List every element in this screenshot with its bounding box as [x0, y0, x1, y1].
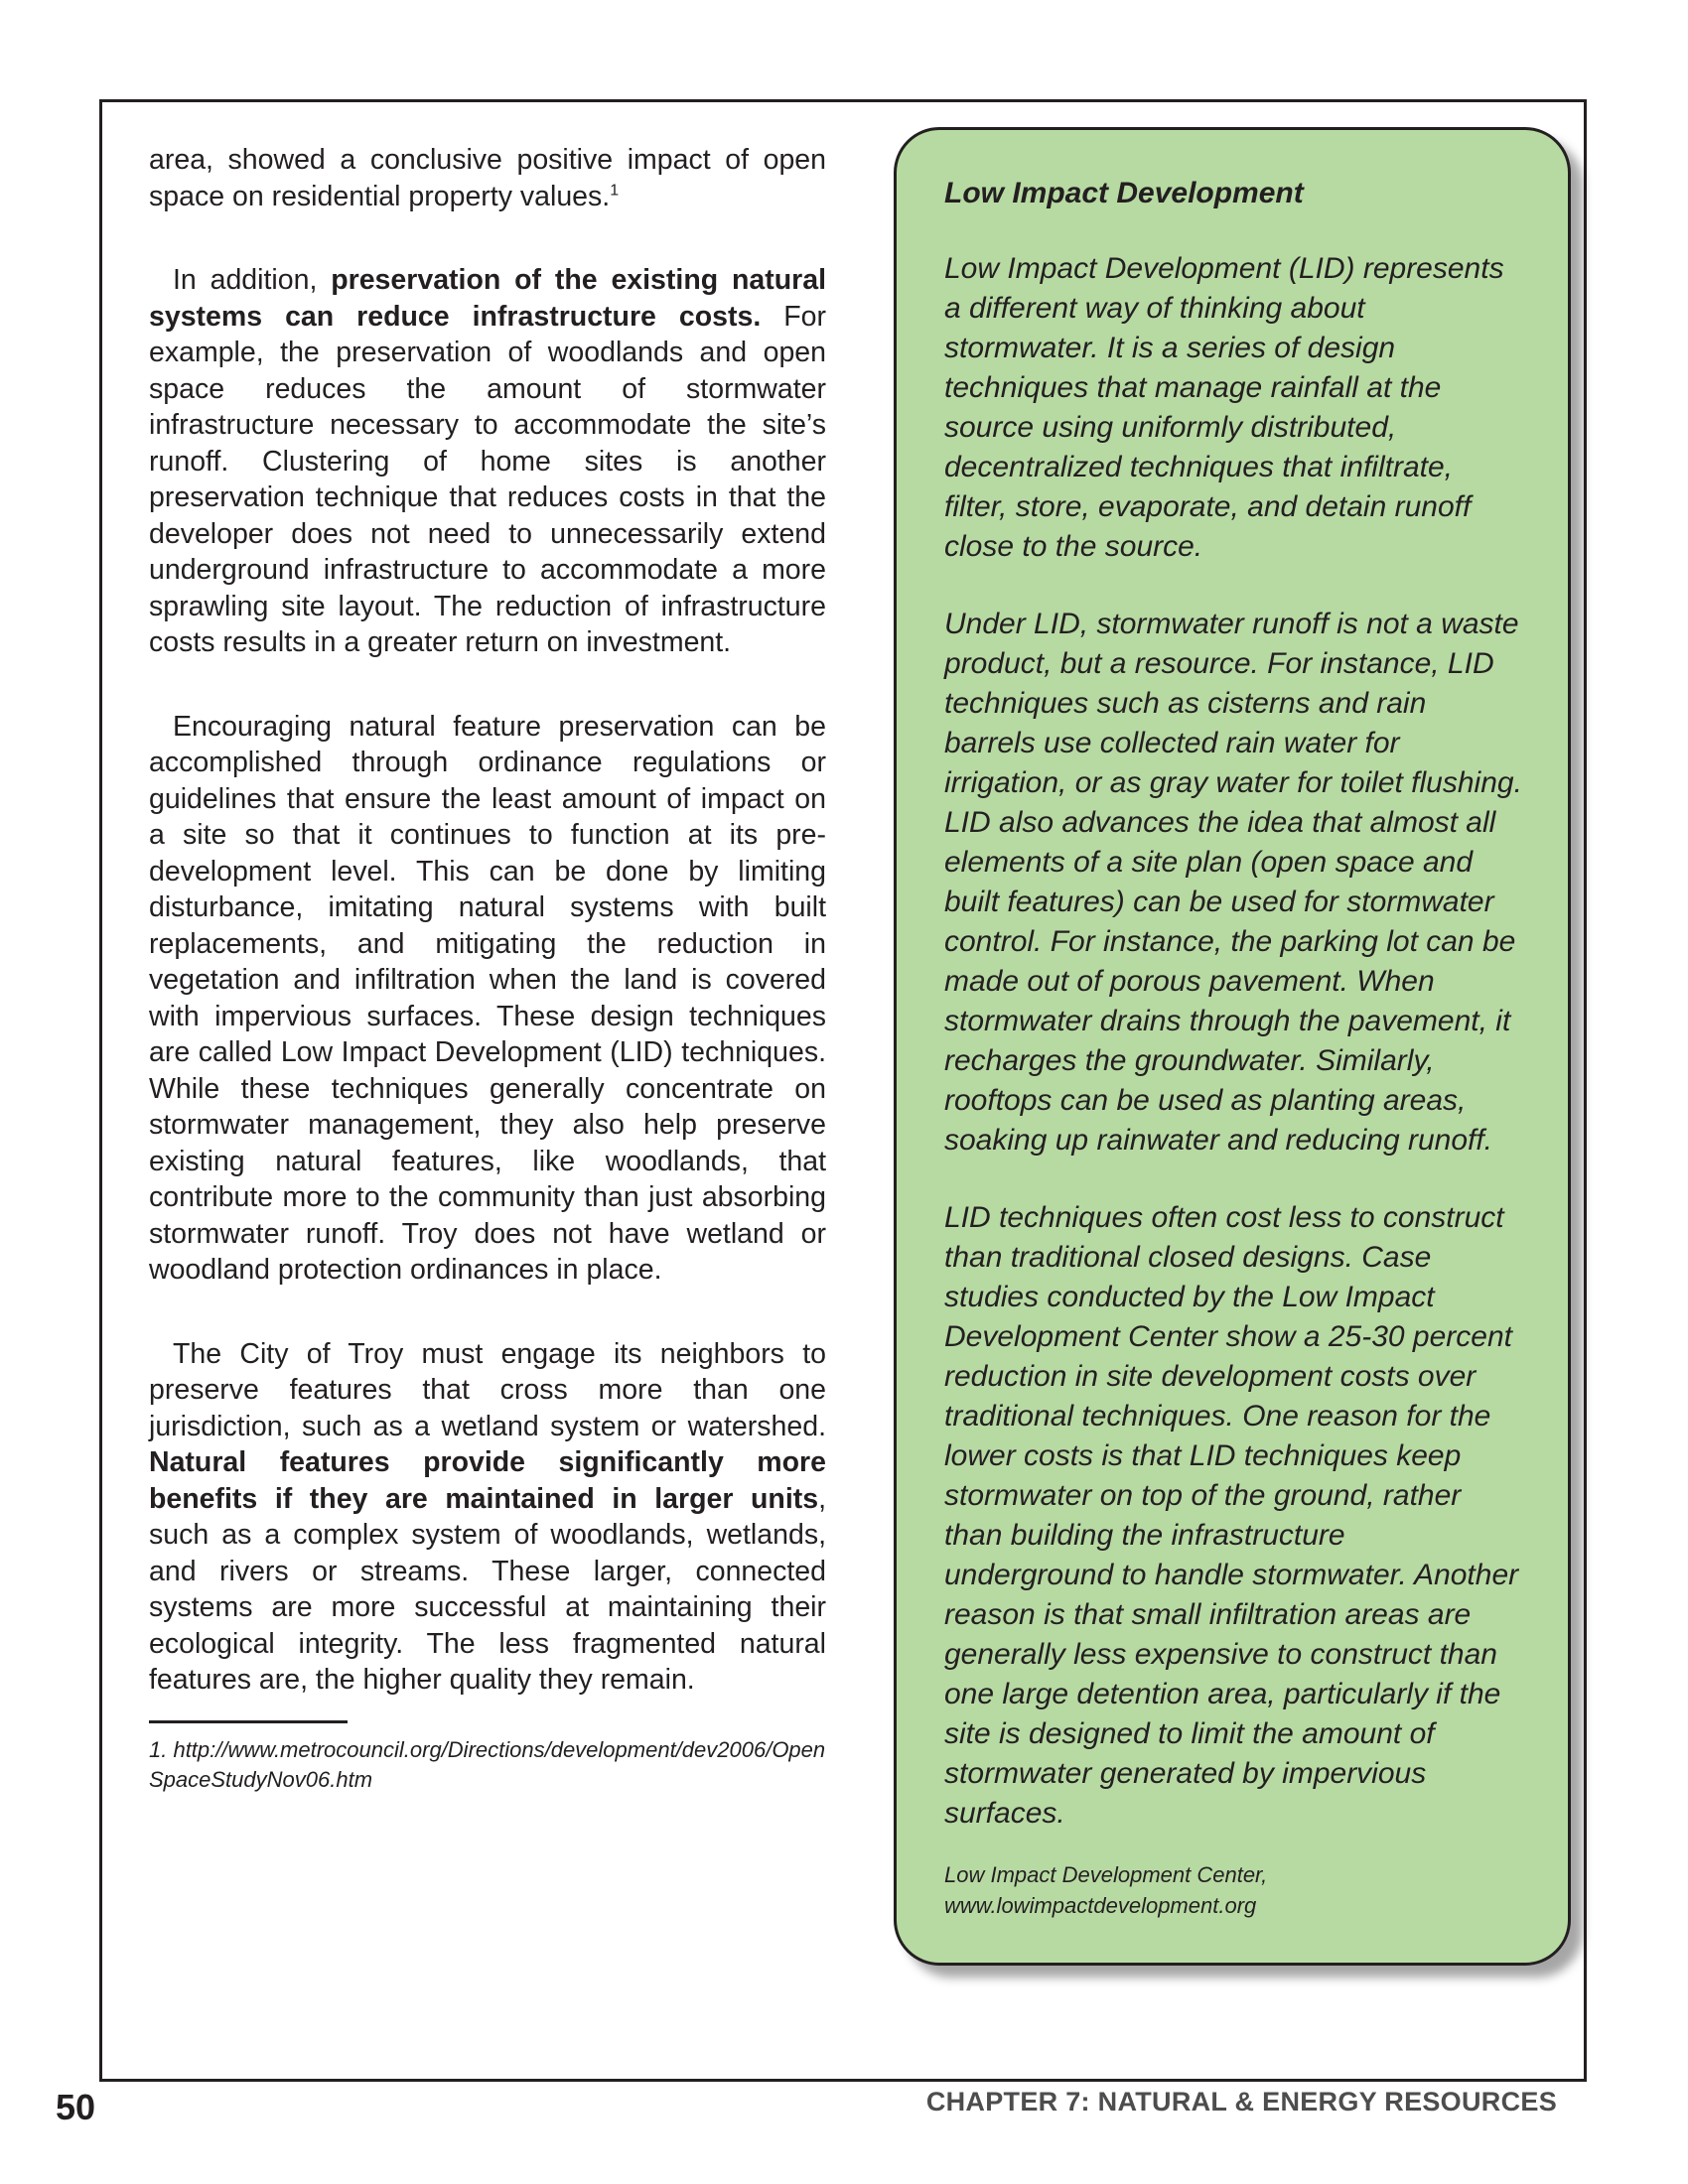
paragraph-lead: The City of Troy must engage its neighbors to preserve features that cross more than one jurisdiction, such as a wetland system or watershed.: [149, 1337, 826, 1442]
sidebar-title: Low Impact Development: [944, 177, 1304, 209]
sidebar-paragraph: Low Impact Development (LID) represents a different way of thinking about stormwater. It is a series of design techniques that manage rainfall at the source using uniformly distributed, decentralized techniques that infiltrate, filter, store, evaporate, and detain runoff close to the source.: [944, 252, 1504, 563]
paragraph-lead: In addition,: [173, 264, 332, 296]
paragraph-neighbors: [149, 1336, 826, 1699]
page-number: 50: [56, 2087, 96, 2127]
paragraph-body: For example, the preservation of woodlands and open space reduces the amount of stormwater infrastructure necessary to accommodate the site’s runoff. Clustering of home sites is another preservation technique that reduces costs in that the developer does not need to unnecessarily extend underground infrastructure to accommodate a more sprawling site layout. The reduction of infrastructure costs results in a greater return on investment.: [149, 300, 826, 658]
main-text-column: [149, 142, 826, 1795]
chapter-title: CHAPTER 7: NATURAL & ENERGY RESOURCES: [925, 2087, 1557, 2116]
lid-sidebar: [894, 127, 1571, 1966]
emphasis-text: Natural features provide significantly more benefits if they are maintained in larger units: [149, 1446, 826, 1515]
paragraph-infrastructure: [149, 262, 826, 661]
paragraph-body: , such as a complex system of woodlands, wetlands, and rivers or streams. These larger, connected systems are more successful at maintaining their ecological integrity. The less fragmented natural features are, the higher quality they remain.: [149, 1482, 826, 1696]
paragraph-preservation: Encouraging natural feature preservation can be accomplished through ordinance regulations or guidelines that ensure the least amount of impact on a site so that it continues to function at its pre-development level. This can be done by limiting disturbance, imitating natural systems with built replacements, and mitigating the reduction in vegetation and infiltration when the land is covered with impervious surfaces. These design techniques are called Low Impact Development (LID) techniques. While these techniques generally concentrate on stormwater management, they also help preserve existing natural features, like woodlands, that contribute more to the community than just absorbing stormwater runoff. Troy does not have wetland or woodland protection ordinances in place.: [149, 710, 826, 1286]
paragraph-continued: [149, 142, 826, 214]
paragraph-text: area, showed a conclusive positive impact of open space on residential property values.: [149, 144, 826, 212]
footnote: 1. http://www.metrocouncil.org/Directions/development/dev2006/OpenSpaceStudyNov06.htm: [149, 1736, 826, 1792]
sidebar-paragraph: LID techniques often cost less to construct than traditional closed designs. Case studies conducted by the Low Impact Development Center show a 25-30 percent reduction in site development costs over traditional techniques. One reason for the lower costs is that LID techniques keep stormwater on top of the ground, rather than building the infrastructure underground to handle stormwater. Another reason is that small infiltration areas are generally less expensive to construct than one large detention area, particularly if the site is designed to limit the amount of stormwater generated by impervious surfaces.: [944, 1201, 1519, 1830]
sidebar-paragraph: Under LID, stormwater runoff is not a waste product, but a resource. For instance, LID techniques such as cisterns and rain barrels use collected rain water for irrigation, or as gray water for toilet flushing. LID also advances the idea that almost all elements of a site plan (open space and built features) can be used for stormwater control. For instance, the parking lot can be made out of porous pavement. When stormwater drains through the pavement, it recharges the groundwater. Similarly, rooftops can be used as planting areas, soaking up rainwater and reducing runoff.: [944, 608, 1522, 1157]
footnote-divider: [149, 1720, 348, 1723]
footnote-reference: 1: [610, 182, 620, 199]
sidebar-source: Low Impact Development Center, www.lowimpactdevelopment.org: [944, 1862, 1268, 1918]
emphasis-text: preservation of the existing natural systems can reduce infrastructure costs.: [149, 264, 826, 333]
